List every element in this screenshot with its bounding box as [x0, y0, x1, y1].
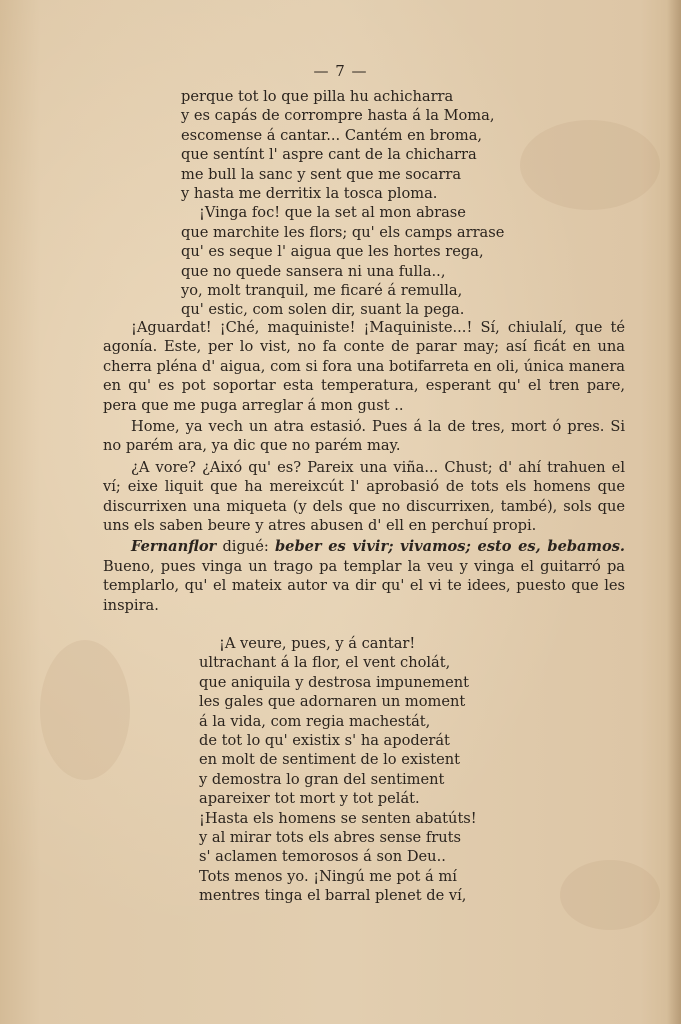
- paper-stain: [40, 640, 130, 780]
- paragraph: ¡Aguardat! ¡Ché, maquiniste! ¡Maquiniste...! Sí, chiulalí, que té agonía. Este, per lo vist, no fa conte de parar may; así ficát en una cherra pléna d' aigua, com si fora una botifarreta en oli, única manera en qu' es pot soportar esta temperatura, esperant qu' el tren pare, pera que me puga arreglar á mon gust ..: [103, 319, 625, 414]
- verse-line: escomense á cantar... Cantém en broma,: [181, 126, 483, 144]
- verse-line: s' aclamen temorosos á son Deu..: [199, 848, 446, 866]
- verse-line: les gales que adornaren un moment: [199, 693, 466, 711]
- paragraph-text: digué:: [216, 538, 275, 556]
- verse-line: qu' estic, com solen dir, suant la pega.: [181, 301, 465, 319]
- paper-stain: [560, 860, 660, 930]
- paper-stain: [520, 120, 660, 210]
- author-name: Fernanflor: [131, 538, 217, 556]
- verse-line: yo, molt tranquil, me ficaré á remulla,: [181, 281, 463, 299]
- verse-line: de tot lo qu' existix s' ha apoderát: [199, 731, 450, 749]
- verse-line: que marchite les flors; qu' els camps arrase: [181, 223, 505, 241]
- verse-line: ultrachant á la flor, el vent cholát,: [199, 654, 451, 672]
- verse-line: Tots menos yo. ¡Ningú me pot á mí: [199, 867, 457, 885]
- verse-line: me bull la sanc y sent que me socarra: [181, 165, 462, 183]
- verse-line: apareixer tot mort y tot pelát.: [199, 790, 420, 808]
- verse-block-2: [199, 634, 477, 905]
- verse-line: qu' es seque l' aigua que les hortes rega,: [181, 243, 484, 261]
- verse-line: á la vida, com regia machestát,: [199, 712, 431, 730]
- verse-line: que aniquila y destrosa impunement: [199, 673, 470, 691]
- verse-line: mentres tinga el barral plenet de ví,: [199, 887, 467, 905]
- verse-line: y es capás de corrompre hasta á la Moma,: [181, 107, 495, 125]
- verse-line: y al mirar tots els abres sense fruts: [199, 828, 461, 846]
- verse-line: ¡Vinga foc! que la set al mon abrase: [199, 204, 466, 222]
- quotation: beber es vivir; vivamos; esto es, bebamos.: [274, 538, 625, 556]
- verse-line: que sentínt l' aspre cant de la chicharra: [181, 146, 477, 164]
- verse-line: y hasta me derritix la tosca ploma.: [181, 184, 438, 202]
- page-edge-shadow: [667, 0, 681, 1024]
- verse-line: que no quede sansera ni una fulla..,: [181, 262, 446, 280]
- verse-line: perque tot lo que pilla hu achicharra: [181, 88, 454, 105]
- paragraph-text: Bueno, pues vinga un trago pa templar la veu y vinga el guitarró pa templarlo, qu' el mateix autor va dir qu' el vi te idees, puesto que les inspira.: [103, 557, 625, 614]
- paragraph: ¿A vore? ¿Aixó qu' es? Pareix una viña... Chust; d' ahí trahuen el ví; eixe liquit que ha mereixcút l' aprobasió de tots els homens que discurrixen una miqueta (y dels que no discurrixen, també), sols que uns els saben beure y atres abusen d' ell en perchuí propi.: [103, 458, 625, 535]
- verse-line: en molt de sentiment de lo existent: [199, 751, 461, 769]
- paragraph: [103, 537, 625, 615]
- paragraph: Home, ya vech un atra estasió. Pues á la de tres, mort ó pres. Si no parém ara, ya dic que no parém may.: [103, 418, 625, 455]
- verse-line: y demostra lo gran del sentiment: [199, 770, 445, 788]
- prose-block: [103, 318, 625, 617]
- verse-line: ¡Hasta els homens se senten abatúts!: [199, 809, 477, 827]
- verse-block-1: [181, 87, 504, 320]
- verse-line: ¡A veure, pues, y á cantar!: [219, 635, 416, 652]
- page-number: — 7 —: [313, 62, 368, 80]
